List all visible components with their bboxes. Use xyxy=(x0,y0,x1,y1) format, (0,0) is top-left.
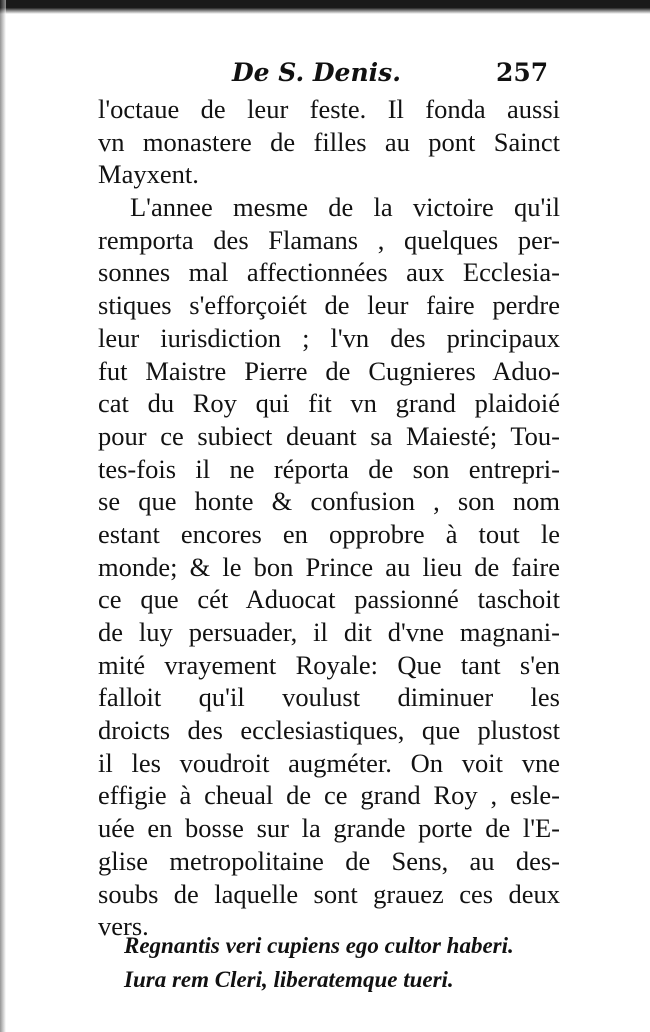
text-line: mité vrayement Royale: Que tant s'en xyxy=(98,649,560,680)
text-line: l'octaue de leur feste. Il fonda aussi xyxy=(98,94,560,124)
text-line: pour ce subiect deuant sa Maiesté; Tou- xyxy=(98,420,560,451)
running-head: De S. Denis. xyxy=(232,58,401,87)
text-line: stiques s'efforçoiét de leur faire perdre xyxy=(98,290,560,321)
text-line: vers. xyxy=(98,911,149,942)
text-line: glise metropolitaine de Sens, au des- xyxy=(98,845,560,876)
text-line: vn monastere de filles au pont Sainct xyxy=(98,126,560,157)
text-line: soubs de laquelle sont grauez ces deux xyxy=(98,878,560,909)
text-line: remporta des Flamans , quelques per- xyxy=(98,224,560,255)
verse-line: Regnantis veri cupiens ego cultor haberi. xyxy=(124,933,514,958)
verse-line: Iura rem Cleri, liberatemque tueri. xyxy=(124,967,454,992)
page-header xyxy=(0,58,650,94)
text-line: droicts des ecclesiastiques, que plustost xyxy=(98,715,560,746)
text-line: fut Maistre Pierre de Cugnieres Aduo- xyxy=(98,355,560,386)
text-line: de luy persuader, il dit d'vne magnani- xyxy=(98,617,560,647)
page-top-edge xyxy=(0,0,650,14)
page-number: 257 xyxy=(496,58,549,87)
text-line: se que honte & confusion , son nom xyxy=(98,486,560,517)
text-line: ce que cét Aduocat passionné taschoit xyxy=(98,584,560,615)
text-line: cat du Roy qui fit vn grand plaidoié xyxy=(98,388,560,419)
text-line: Mayxent. xyxy=(98,159,199,190)
text-line: uée en bosse sur la grande porte de l'E- xyxy=(98,813,560,844)
text-line: effigie à cheual de ce grand Roy , esle- xyxy=(98,780,560,811)
text-line: sonnes mal affectionnées aux Ecclesia- xyxy=(98,257,560,288)
latin-verses xyxy=(124,929,564,997)
text-line: tes-fois il ne réporta de son entrepri- xyxy=(98,453,560,484)
text-line: leur iurisdiction ; l'vn des principaux xyxy=(98,322,560,353)
gutter-shadow xyxy=(0,0,6,1032)
text-line: falloit qu'il voulust diminuer les xyxy=(98,682,560,713)
body-text xyxy=(98,93,560,943)
text-line: L'annee mesme de la victoire qu'il xyxy=(130,192,560,223)
text-line: il les voudroit augméter. On voit vne xyxy=(98,747,560,778)
text-line: monde; & le bon Prince au lieu de faire xyxy=(98,551,560,582)
text-line: estant encores en opprobre à tout le xyxy=(98,518,560,549)
